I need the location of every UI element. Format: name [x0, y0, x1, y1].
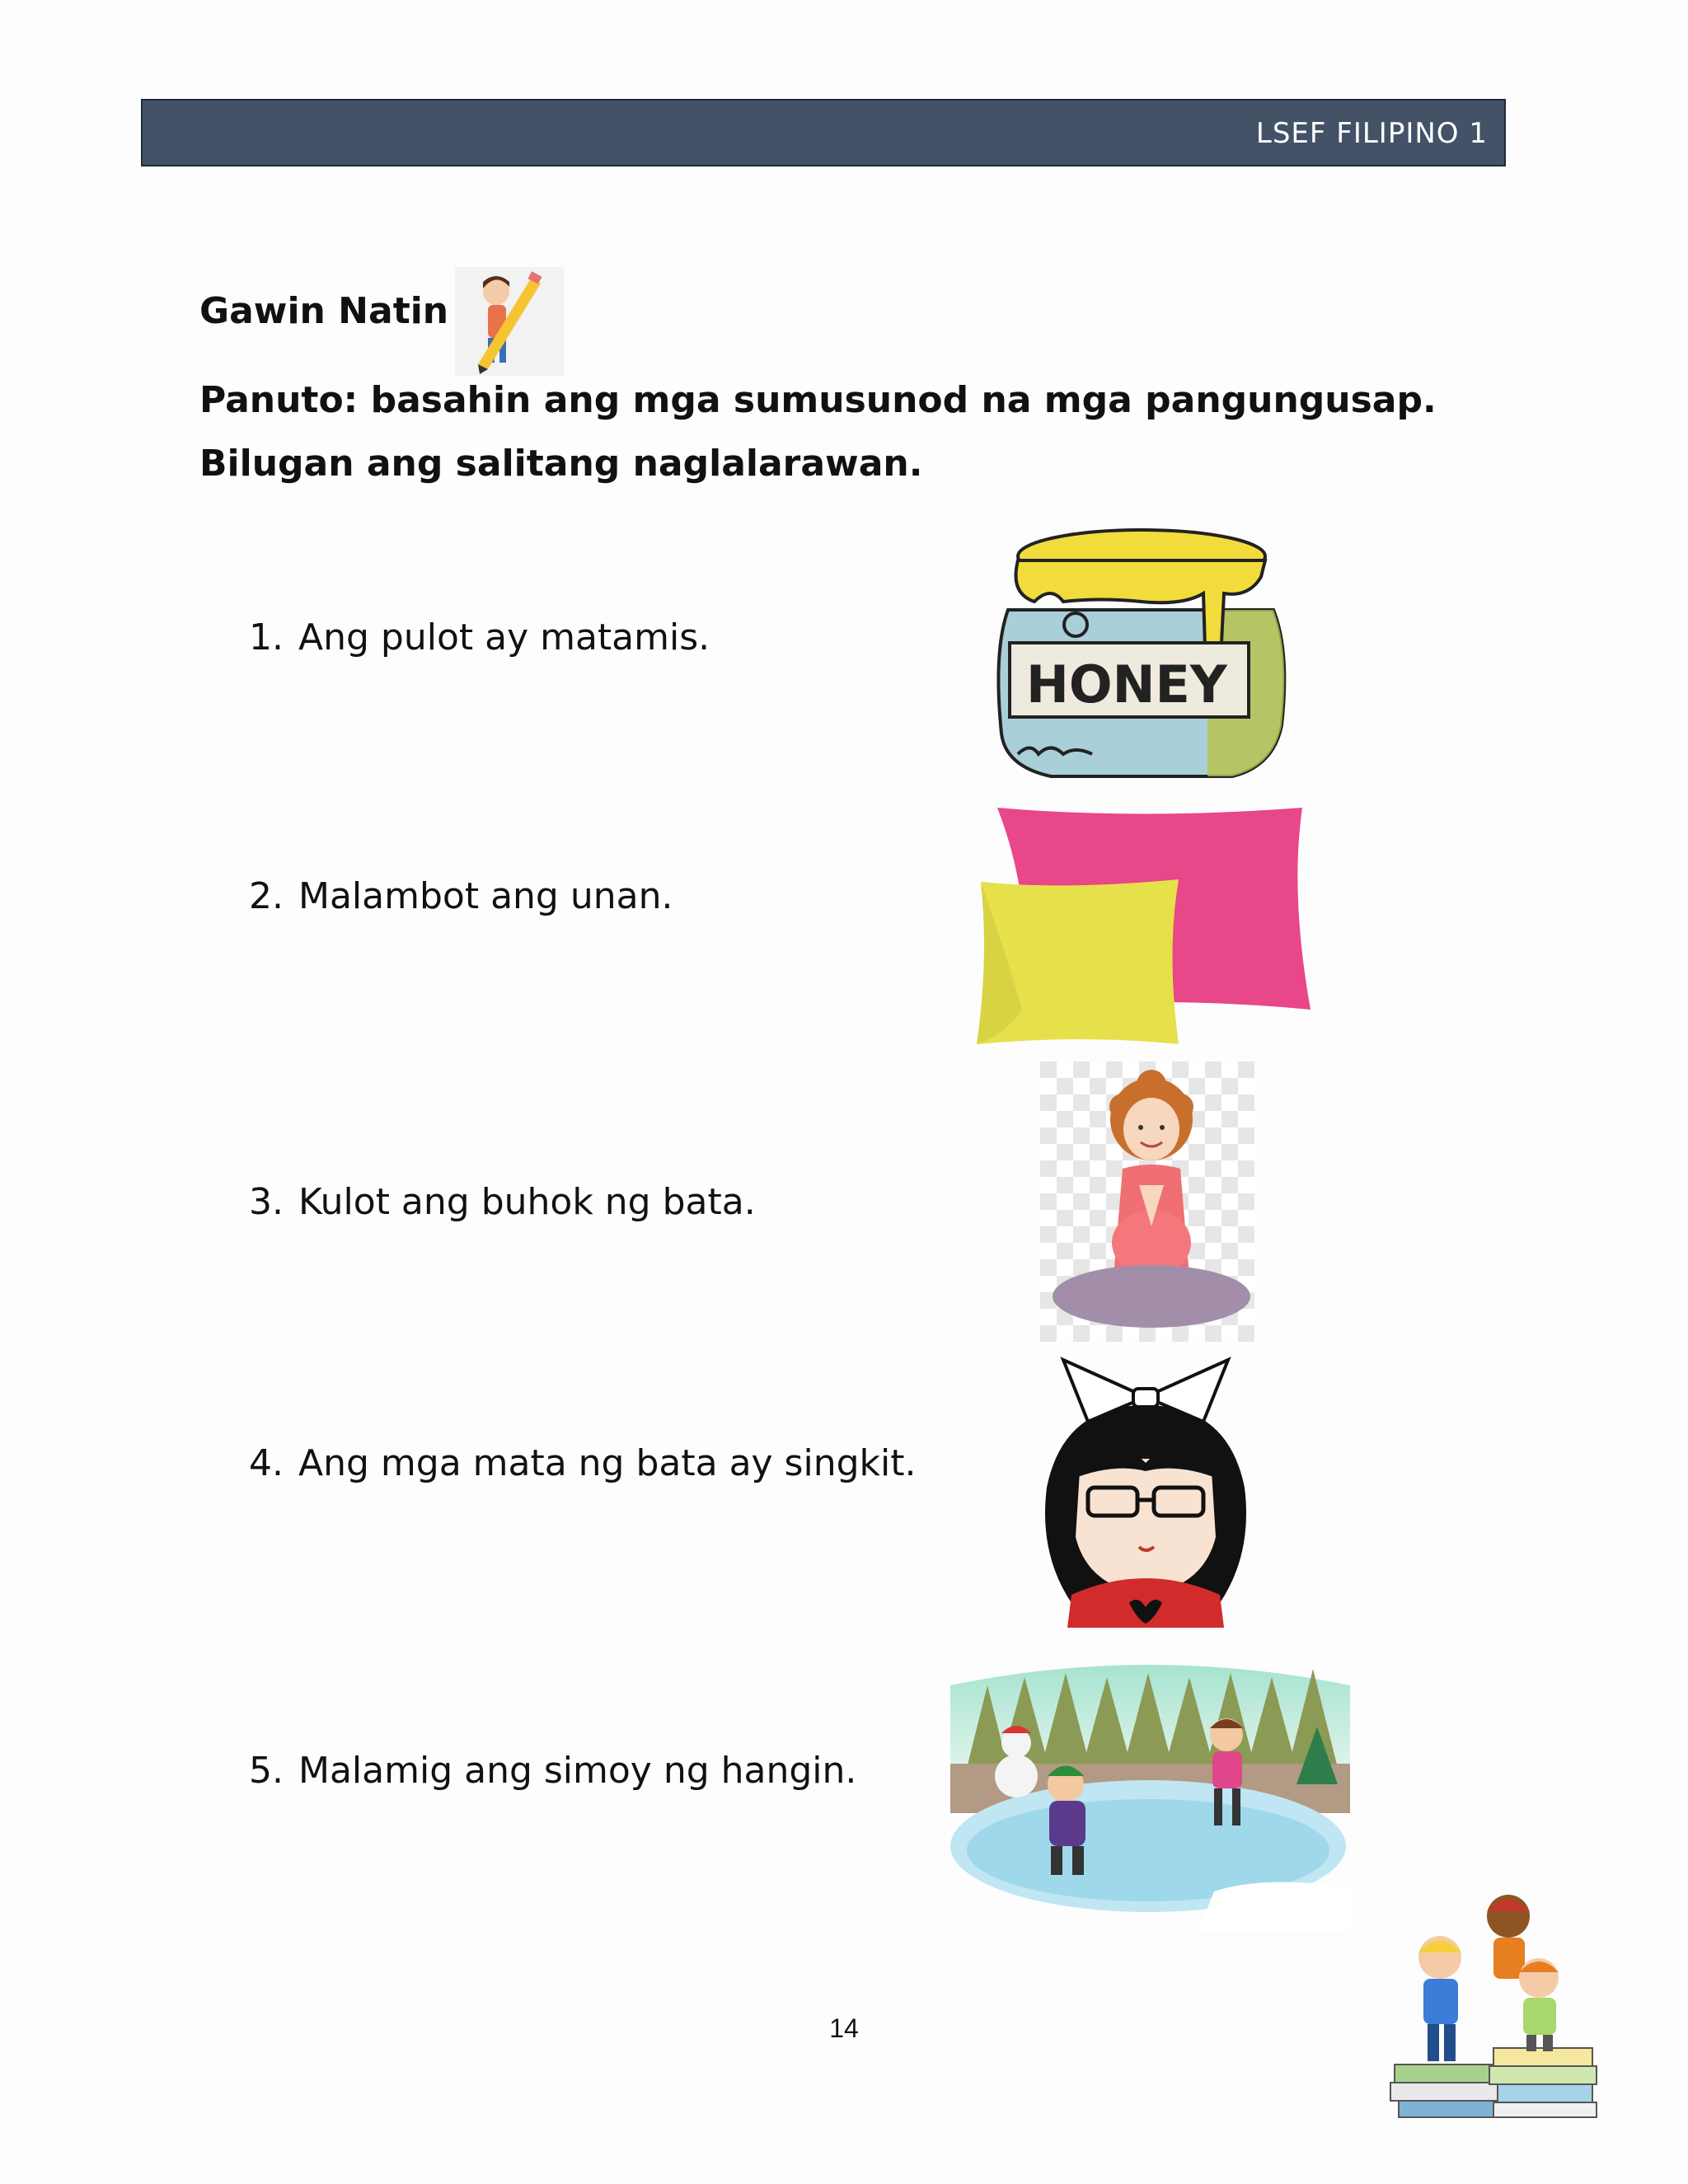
instructions-line-2: Bilugan ang salitang naglalarawan. [199, 443, 923, 485]
item-number: 2. [249, 875, 284, 917]
item-text: Ang mga mata ng bata ay singkit. [298, 1442, 917, 1484]
pillows-icon [973, 804, 1319, 1051]
child-with-pencil-icon [455, 267, 564, 376]
list-item [249, 1442, 916, 1484]
item-number: 1. [249, 616, 284, 658]
item-number: 3. [249, 1181, 284, 1223]
item-text: Malamig ang simoy ng hangin. [298, 1750, 857, 1792]
item-text: Kulot ang buhok ng bata. [298, 1181, 756, 1223]
page-number: 14 [829, 2013, 859, 2043]
header-bar [141, 99, 1506, 166]
instructions-line-1: Panuto: basahin ang mga sumusunod na mga pangungusap. [199, 379, 1437, 421]
item-text: Ang pulot ay matamis. [298, 616, 710, 658]
kids-on-books-icon [1386, 1883, 1617, 2122]
list-item [249, 616, 710, 658]
item-number: 5. [249, 1750, 284, 1792]
list-item [249, 1181, 756, 1223]
item-text: Malambot ang unan. [298, 875, 673, 917]
item-number: 4. [249, 1442, 284, 1484]
list-item [249, 875, 673, 917]
header-title: LSEF FILIPINO 1 [1255, 117, 1488, 150]
honey-jar-icon [985, 519, 1302, 783]
list-item [249, 1750, 856, 1792]
section-title: Gawin Natin [199, 290, 449, 332]
curly-haired-woman-icon [1040, 1062, 1254, 1342]
honey-label: HONEY [1026, 654, 1227, 715]
girl-with-glasses-icon [1039, 1356, 1253, 1628]
winter-skating-scene-icon [950, 1652, 1350, 1933]
